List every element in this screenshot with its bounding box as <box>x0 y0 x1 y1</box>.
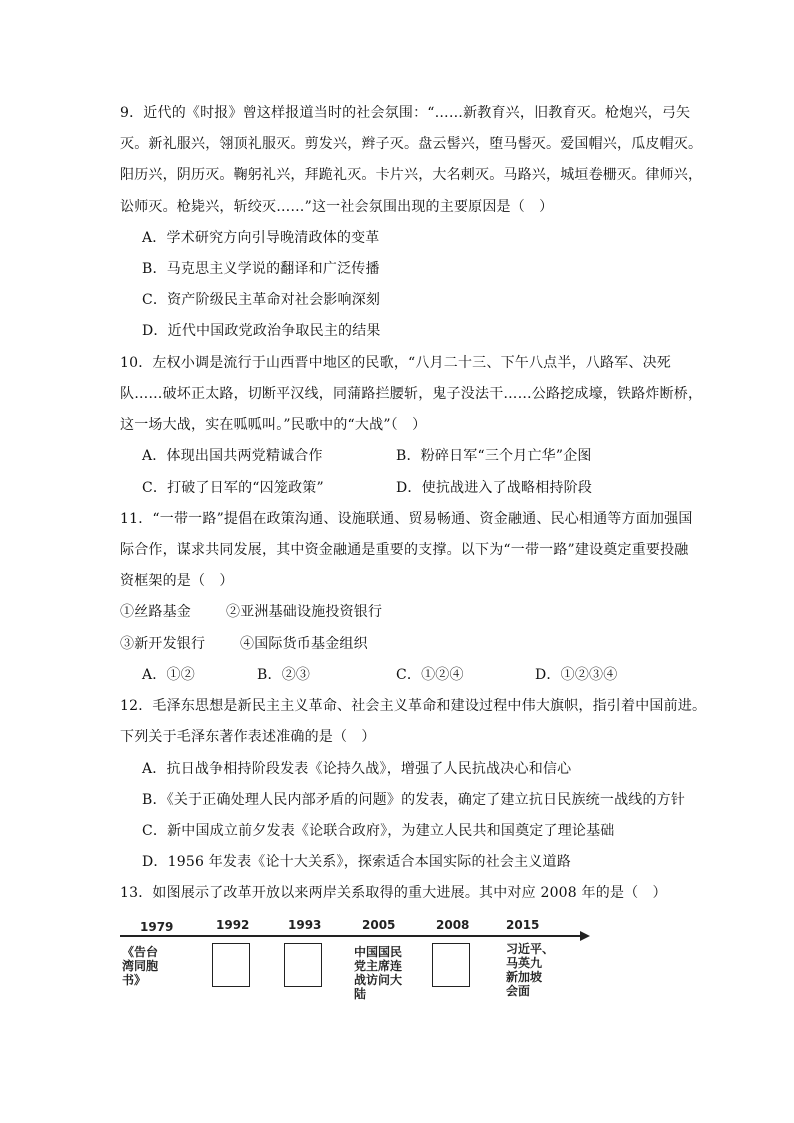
timeline-event-2015: 习近平、 马英九 新加坡 会面 <box>506 942 555 998</box>
q12-option-a[interactable]: A．抗日战争相持阶段发表《论持久战》，增强了人民抗战决心和信心 <box>142 761 572 777</box>
q11-item-1: ①丝路基金 <box>120 604 191 620</box>
timeline-year-2008: 2008 <box>436 918 470 932</box>
q9-stem-line-4: 讼师灭。枪毙兴，斩绞灭……”这一社会氛围出现的主要原因是（ ） <box>120 199 554 215</box>
timeline-year-1979: 1979 <box>140 920 174 934</box>
timeline-event-1979: 《告台 湾同胞 书》 <box>122 945 159 987</box>
q12-option-b[interactable]: B．《关于正确处理人民内部矛盾的问题》的发表，确定了建立抗日民族统一战线的方针 <box>142 792 686 808</box>
q10-option-d[interactable]: D．使抗战进入了战略相持阶段 <box>396 480 593 496</box>
q9-option-c[interactable]: C．资产阶级民主革命对社会影响深刻 <box>142 292 381 308</box>
cross-strait-timeline <box>118 912 598 1022</box>
q11-stem-line-3: 资框架的是（ ） <box>120 573 234 589</box>
q10-stem-line-1: 10．左权小调是流行于山西晋中地区的民歌，“八月二十三、下午八点半，八路军、决死 <box>120 355 671 371</box>
timeline-year-2005: 2005 <box>362 918 396 932</box>
timeline-blank-box-1993[interactable] <box>284 943 322 987</box>
timeline-year-1992: 1992 <box>216 918 250 932</box>
timeline-blank-box-2008[interactable] <box>432 943 470 987</box>
timeline-year-1993: 1993 <box>288 918 322 932</box>
q11-stem-line-2: 际合作，谋求共同发展，其中资金融通是重要的支撑。以下为“一带一路”建设奠定重要投融 <box>120 542 689 558</box>
q12-option-d[interactable]: D．1956 年发表《论十大关系》，探索适合本国实际的社会主义道路 <box>142 854 571 870</box>
q11-option-b[interactable]: B．②③ <box>257 667 311 683</box>
q12-stem-line-1: 12．毛泽东思想是新民主主义革命、社会主义革命和建设过程中伟大旗帜，指引着中国前进。 <box>120 698 707 714</box>
q10-option-a[interactable]: A．体现出国共两党精诚合作 <box>142 448 323 464</box>
q10-option-b[interactable]: B．粉碎日军“三个月亡华”企图 <box>396 448 592 464</box>
q10-stem-line-3: 这一场大战，实在呱呱叫。”民歌中的“大战”（ ） <box>120 417 427 433</box>
q12-stem-line-2: 下列关于毛泽东著作表述准确的是（ ） <box>120 729 376 745</box>
q11-option-c[interactable]: C．①②④ <box>396 667 464 683</box>
q9-option-d[interactable]: D．近代中国政党政治争取民主的结果 <box>142 323 381 339</box>
q9-option-b[interactable]: B．马克思主义学说的翻译和广泛传播 <box>142 261 380 277</box>
timeline-arrow-icon <box>580 931 590 941</box>
q9-stem-line-3: 阳历兴，阴历灭。鞠躬礼兴，拜跪礼灭。卡片兴，大名刺灭。马路兴，城垣卷栅灭。律师兴， <box>120 167 703 183</box>
q13-stem-line-1: 13．如图展示了改革开放以来两岸关系取得的重大进展。其中对应 2008 年的是（ ） <box>120 885 667 901</box>
q11-option-d[interactable]: D．①②③④ <box>535 667 618 683</box>
q11-item-2: ②亚洲基础设施投资银行 <box>226 604 383 620</box>
q9-stem-line-2: 灭。新礼服兴，翎顶礼服灭。剪发兴，辫子灭。盘云髻兴，堕马髻灭。爱国帽兴，瓜皮帽灭。 <box>120 136 703 152</box>
q12-option-c[interactable]: C．新中国成立前夕发表《论联合政府》，为建立人民共和国奠定了理论基础 <box>142 823 615 839</box>
q11-stem-line-1: 11．“一带一路”提倡在政策沟通、设施联通、贸易畅通、资金融通、民心相通等方面加强国 <box>120 511 693 527</box>
timeline-event-2005: 中国国民 党主席连 战访问大 陆 <box>354 945 403 1001</box>
q9-stem-line-1: 9．近代的《时报》曾这样报道当时的社会氛围：“……新教育兴，旧教育灭。枪炮兴，弓矢 <box>120 105 691 121</box>
q9-option-a[interactable]: A．学术研究方向引导晚清政体的变革 <box>142 230 380 246</box>
q10-option-c[interactable]: C．打破了日军的“囚笼政策” <box>142 480 324 496</box>
timeline-blank-box-1992[interactable] <box>212 943 250 987</box>
timeline-year-2015: 2015 <box>506 918 540 932</box>
q11-item-3: ③新开发银行 <box>120 636 206 652</box>
q11-option-a[interactable]: A．①② <box>142 667 195 683</box>
q11-item-4: ④国际货币基金组织 <box>240 636 368 652</box>
q10-stem-line-2: 队……破坏正太路，切断平汉线，同蒲路拦腰斩，鬼子没法干……公路挖成壕，铁路炸断桥， <box>120 386 703 402</box>
